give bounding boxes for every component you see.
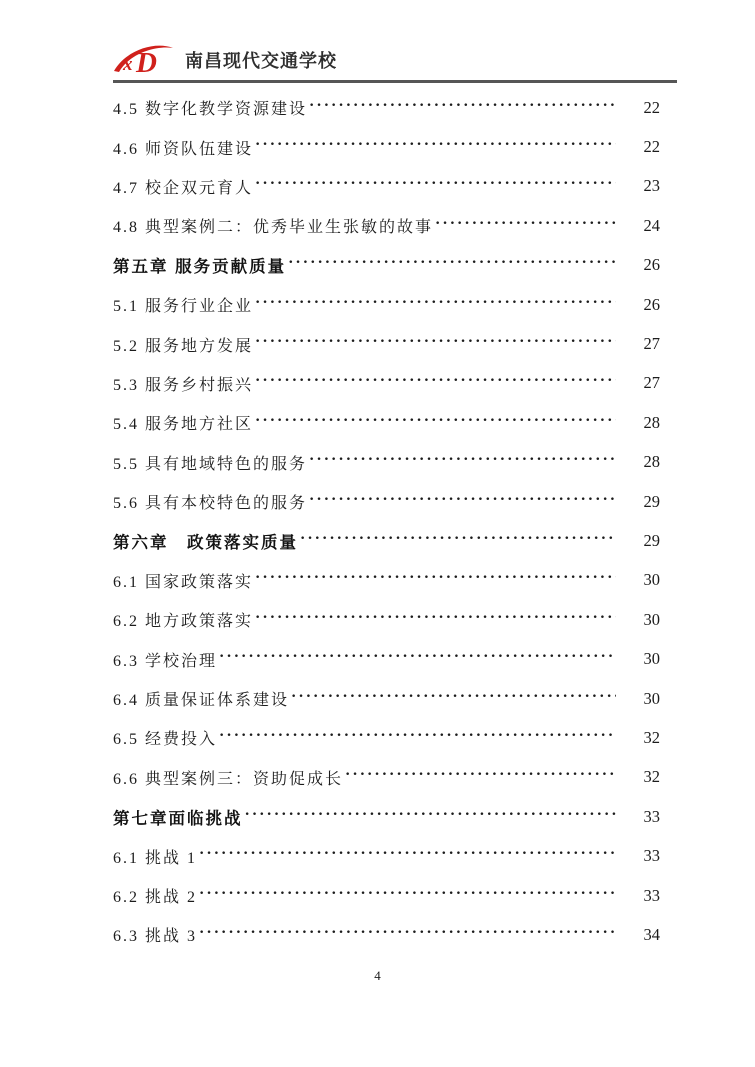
dot-leader xyxy=(309,451,616,469)
dot-leader xyxy=(300,530,616,548)
dot-leader xyxy=(199,845,616,863)
dot-leader xyxy=(219,648,616,666)
toc-entry[interactable] xyxy=(113,718,660,757)
toc-entry[interactable] xyxy=(113,797,660,836)
toc-entry-page: 34 xyxy=(643,924,660,944)
toc-entry-page: 30 xyxy=(643,649,660,669)
dot-leader xyxy=(219,727,616,745)
dot-leader xyxy=(291,688,616,706)
dot-leader xyxy=(255,294,616,312)
dot-leader xyxy=(288,254,616,272)
toc-entry[interactable] xyxy=(113,443,660,482)
toc-entry-page: 29 xyxy=(643,530,660,550)
dot-leader xyxy=(255,333,616,351)
page-header xyxy=(113,40,677,80)
dot-leader xyxy=(309,97,616,115)
dot-leader xyxy=(435,215,616,233)
toc-entry-page: 23 xyxy=(643,176,660,196)
toc-entry-page: 32 xyxy=(643,767,660,787)
toc-entry-title: 4.5 数字化教学资源建设 xyxy=(113,101,308,119)
toc-entry[interactable] xyxy=(113,639,660,678)
toc-entry-page: 24 xyxy=(643,215,660,235)
dot-leader xyxy=(309,491,616,509)
toc-entry-page: 29 xyxy=(643,491,660,511)
toc-entry-title: 4.7 校企双元育人 xyxy=(113,179,254,197)
toc-entry-page: 30 xyxy=(643,570,660,590)
toc-entry[interactable] xyxy=(113,364,660,403)
dot-leader xyxy=(345,766,616,784)
logo-letter-d: D xyxy=(136,47,157,79)
toc-entry-title: 6.4 质量保证体系建设 xyxy=(113,692,290,710)
toc-entry[interactable] xyxy=(113,758,660,797)
toc-entry-page: 30 xyxy=(643,688,660,708)
school-logo-icon xyxy=(113,40,175,80)
toc-entry-page: 26 xyxy=(643,294,660,314)
toc-entry[interactable] xyxy=(113,167,660,206)
toc-list xyxy=(113,88,660,955)
toc-entry-title: 第七章面临挑战 xyxy=(113,809,243,828)
toc-entry[interactable] xyxy=(113,600,660,639)
toc-entry-title: 6.1 挑战 1 xyxy=(113,849,198,867)
header-divider xyxy=(113,80,677,83)
toc-entry-title: 6.3 学校治理 xyxy=(113,652,218,670)
toc-entry-page: 33 xyxy=(643,806,660,826)
toc-entry[interactable] xyxy=(113,876,660,915)
page-number: 4 xyxy=(374,968,381,983)
toc-entry-title: 5.5 具有地域特色的服务 xyxy=(113,455,308,473)
toc-entry-page: 22 xyxy=(643,137,660,157)
toc-entry-title: 5.3 服务乡村振兴 xyxy=(113,376,254,394)
toc-entry-title: 4.6 师资队伍建设 xyxy=(113,140,254,158)
toc-entry-title: 5.1 服务行业企业 xyxy=(113,298,254,316)
toc-entry-title: 5.4 服务地方社区 xyxy=(113,416,254,434)
toc-entry[interactable] xyxy=(113,915,660,954)
toc-entry-title: 6.3 挑战 3 xyxy=(113,928,198,946)
toc-entry-title: 5.2 服务地方发展 xyxy=(113,337,254,355)
toc-entry-title: 6.6 典型案例三：资助促成长 xyxy=(113,770,344,788)
toc-entry-page: 33 xyxy=(643,885,660,905)
dot-leader xyxy=(199,885,616,903)
toc-entry[interactable] xyxy=(113,521,660,560)
toc-entry[interactable] xyxy=(113,482,660,521)
toc-entry-page: 27 xyxy=(643,373,660,393)
toc-entry[interactable] xyxy=(113,403,660,442)
toc-entry[interactable] xyxy=(113,324,660,363)
toc-entry-title: 4.8 典型案例二：优秀毕业生张敏的故事 xyxy=(113,219,434,237)
logo-letter-x: x xyxy=(123,54,133,75)
toc-entry[interactable] xyxy=(113,88,660,127)
toc-entry-title: 6.2 挑战 2 xyxy=(113,889,198,906)
dot-leader xyxy=(255,569,616,587)
toc-entry-page: 30 xyxy=(643,609,660,629)
dot-leader xyxy=(255,609,616,627)
toc-entry[interactable] xyxy=(113,206,660,245)
toc-entry-title: 第五章 服务贡献质量 xyxy=(113,258,287,277)
toc-entry-title: 6.1 国家政策落实 xyxy=(113,573,254,591)
toc-entry[interactable] xyxy=(113,679,660,718)
dot-leader xyxy=(255,175,616,193)
toc-entry[interactable] xyxy=(113,561,660,600)
toc-entry[interactable] xyxy=(113,836,660,875)
dot-leader xyxy=(199,924,616,942)
dot-leader xyxy=(255,412,616,430)
school-name: 南昌现代交通学校 xyxy=(185,51,337,71)
dot-leader xyxy=(255,372,616,390)
toc-entry-title: 6.2 地方政策落实 xyxy=(113,613,254,631)
toc-entry-page: 22 xyxy=(643,97,660,117)
dot-leader xyxy=(255,136,616,154)
toc-entry-page: 32 xyxy=(643,727,660,747)
toc-entry[interactable] xyxy=(113,285,660,324)
toc-entry-page: 33 xyxy=(643,846,660,866)
toc-entry-title: 5.6 具有本校特色的服务 xyxy=(113,495,308,513)
toc-entry-page: 27 xyxy=(643,334,660,354)
toc-entry-page: 28 xyxy=(643,452,660,472)
toc-entry[interactable] xyxy=(113,246,660,285)
toc-entry-page: 26 xyxy=(643,255,660,275)
toc-entry[interactable] xyxy=(113,127,660,166)
dot-leader xyxy=(245,806,617,824)
toc-entry-title: 第六章 政策落实质量 xyxy=(113,533,298,552)
page-footer xyxy=(0,968,755,984)
toc-entry-title: 6.5 经费投入 xyxy=(113,731,218,749)
toc-entry-page: 28 xyxy=(643,412,660,432)
